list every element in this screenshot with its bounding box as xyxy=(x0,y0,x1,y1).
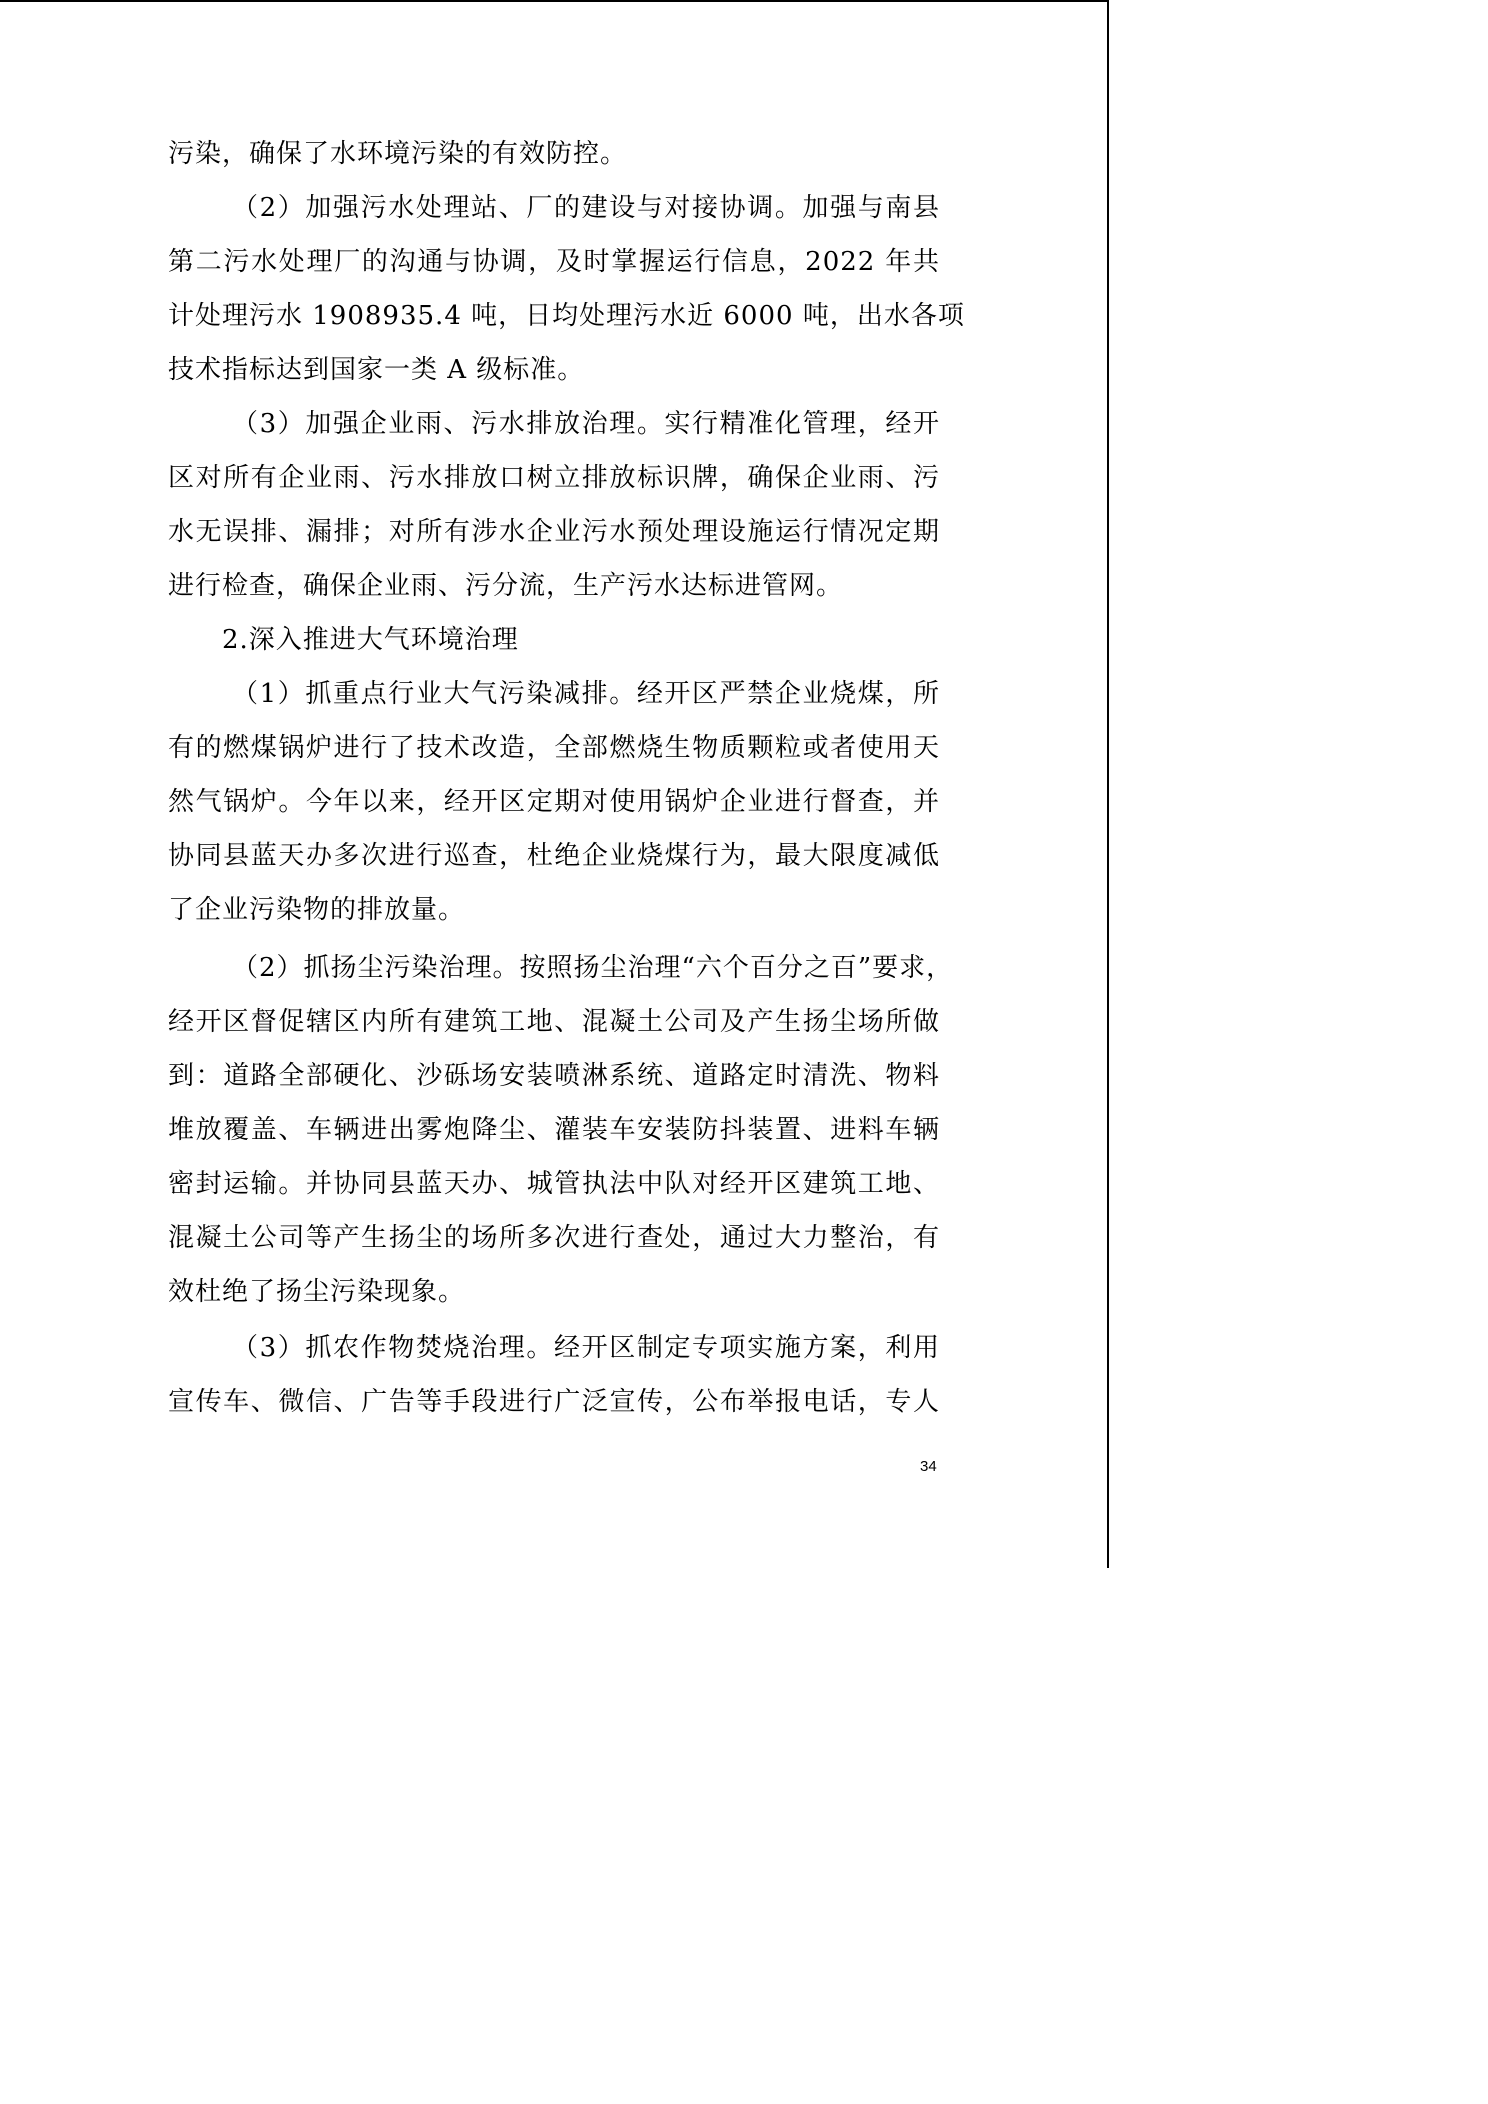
text-line: 第二污水处理厂的沟通与协调，及时掌握运行信息，2022 年共 xyxy=(168,247,940,277)
text-line: 效杜绝了扬尘污染现象。 xyxy=(168,1277,466,1307)
text-line: 密封运输。并协同县蓝天办、城管执法中队对经开区建筑工地、 xyxy=(168,1169,940,1199)
text-line: 技术指标达到国家一类 A 级标准。 xyxy=(168,355,585,385)
text-line: 到：道路全部硬化、沙砾场安装喷淋系统、道路定时清洗、物料 xyxy=(168,1061,940,1091)
text-line: 水无误排、漏排；对所有涉水企业污水预处理设施运行情况定期 xyxy=(168,517,940,547)
text-line: （2）抓扬尘污染治理。按照扬尘治理“六个百分之百”要求， xyxy=(232,953,954,983)
text-line: （1）抓重点行业大气污染减排。经开区严禁企业烧煤，所 xyxy=(232,679,940,709)
section-heading: 2.深入推进大气环境治理 xyxy=(222,625,519,655)
text-line: 混凝土公司等产生扬尘的场所多次进行查处，通过大力整治，有 xyxy=(168,1223,940,1253)
text-line: 堆放覆盖、车辆进出雾炮降尘、灌装车安装防抖装置、进料车辆 xyxy=(168,1115,940,1145)
text-line: 经开区督促辖区内所有建筑工地、混凝土公司及产生扬尘场所做 xyxy=(168,1007,940,1037)
page-top-border xyxy=(0,0,1109,2)
text-line: 宣传车、微信、广告等手段进行广泛宣传，公布举报电话，专人 xyxy=(168,1387,940,1417)
text-line: 污染，确保了水环境污染的有效防控。 xyxy=(168,139,628,169)
text-line: 区对所有企业雨、污水排放口树立排放标识牌，确保企业雨、污 xyxy=(168,463,940,493)
page-right-border xyxy=(1107,0,1109,1568)
text-line: 了企业污染物的排放量。 xyxy=(168,895,466,925)
text-line: （3）抓农作物焚烧治理。经开区制定专项实施方案，利用 xyxy=(232,1333,940,1363)
text-line: （3）加强企业雨、污水排放治理。实行精准化管理，经开 xyxy=(232,409,940,439)
text-line: 有的燃煤锅炉进行了技术改造，全部燃烧生物质颗粒或者使用天 xyxy=(168,733,940,763)
text-line: 协同县蓝天办多次进行巡查，杜绝企业烧煤行为，最大限度减低 xyxy=(168,841,940,871)
text-line: （2）加强污水处理站、厂的建设与对接协调。加强与南县 xyxy=(232,193,940,223)
text-line: 然气锅炉。今年以来，经开区定期对使用锅炉企业进行督查，并 xyxy=(168,787,940,817)
page-number: 34 xyxy=(920,1458,937,1475)
text-line: 进行检查，确保企业雨、污分流，生产污水达标进管网。 xyxy=(168,571,844,601)
text-line: 计处理污水 1908935.4 吨，日均处理污水近 6000 吨，出水各项 xyxy=(168,301,965,331)
